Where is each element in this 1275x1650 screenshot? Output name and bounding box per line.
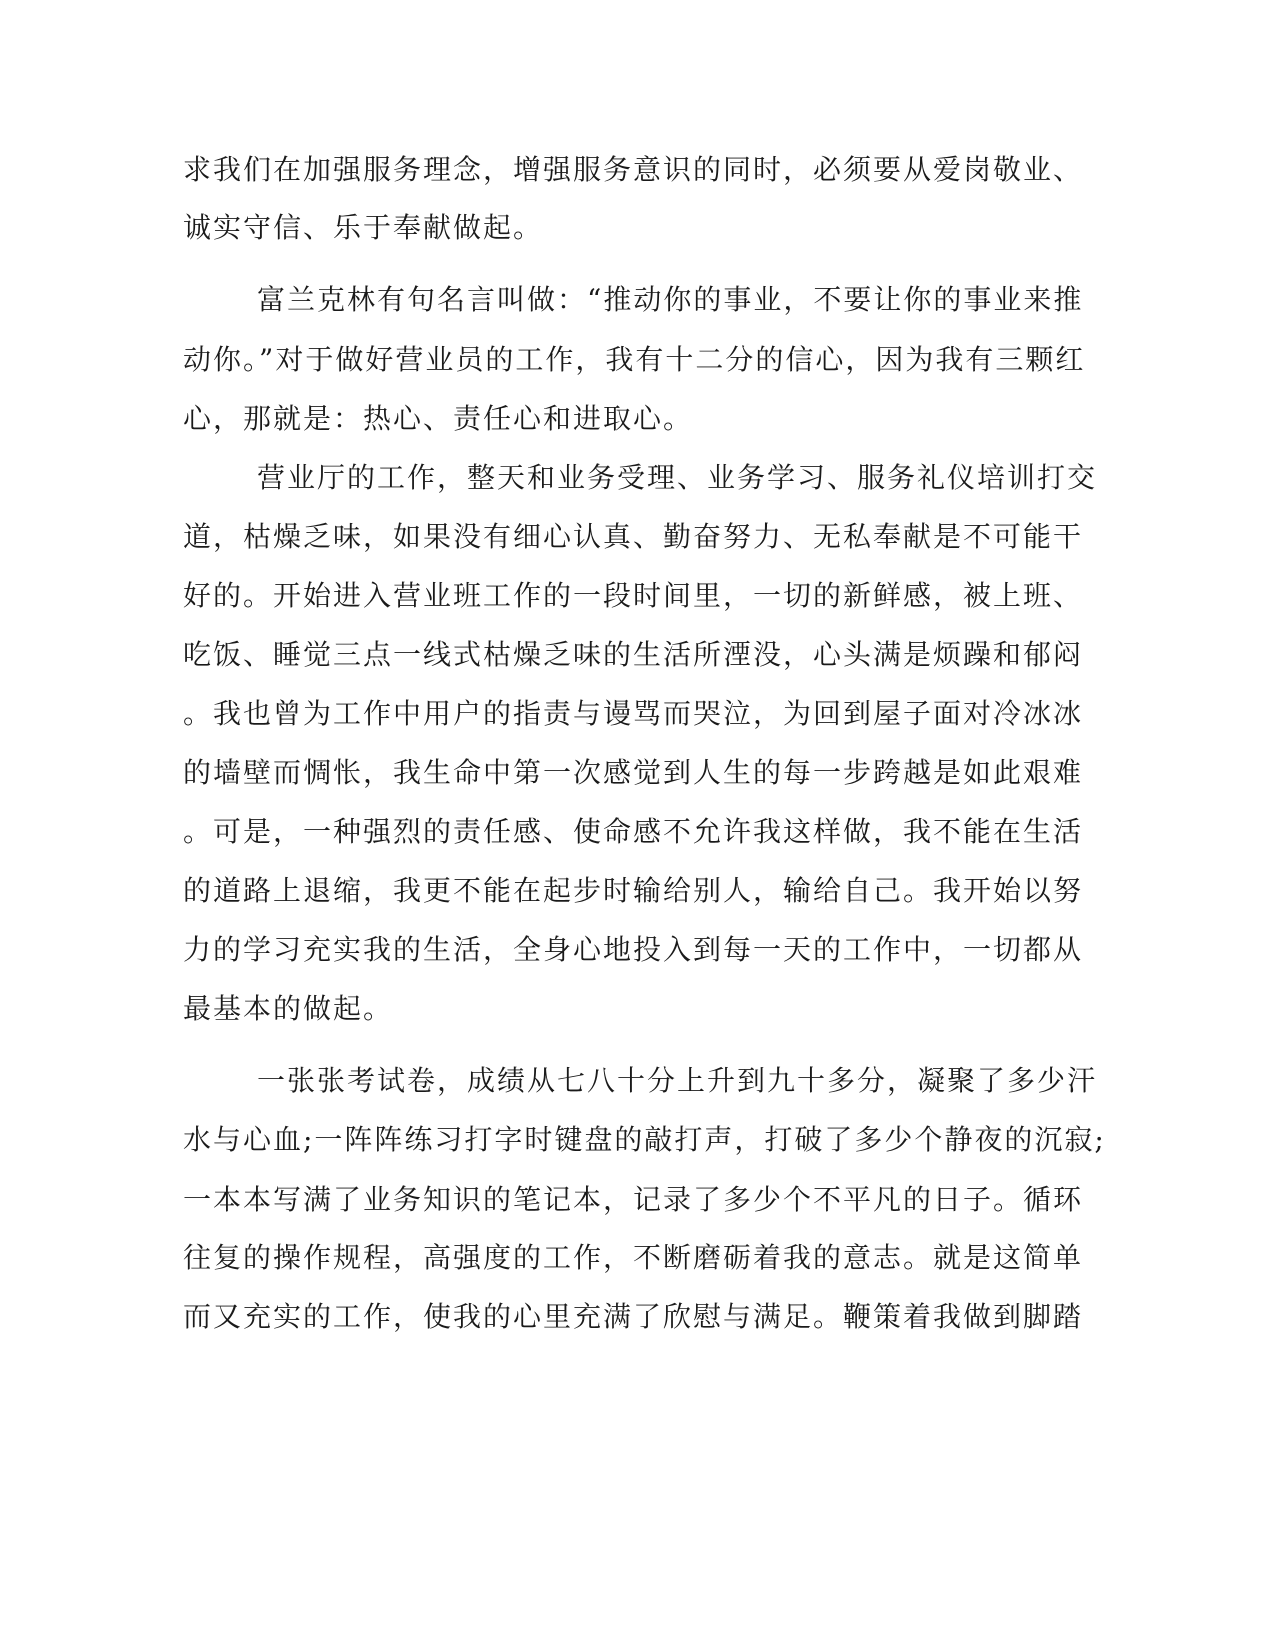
text-line: 道，枯燥乏味，如果没有细心认真、勤奋努力、无私奉献是不可能干 (183, 520, 1084, 553)
text-line: 动你。”对于做好营业员的工作，我有十二分的信心，因为我有三颗红 (183, 343, 1086, 376)
paragraph-first-line: 一张张考试卷，成绩从七八十分上升到九十多分，凝聚了多少汗 (257, 1064, 1098, 1097)
text-line: 。我也曾为工作中用户的指责与谩骂而哭泣，为回到屋子面对冷冰冰 (183, 697, 1084, 730)
text-line: 一本本写满了业务知识的笔记本，记录了多少个不平凡的日子。循环 (183, 1183, 1084, 1216)
text-line: 往复的操作规程，高强度的工作，不断磨砺着我的意志。就是这简单 (183, 1241, 1084, 1274)
text-line: 好的。开始进入营业班工作的一段时间里，一切的新鲜感，被上班、 (183, 579, 1084, 612)
text-line: 。可是，一种强烈的责任感、使命感不允许我这样做，我不能在生活 (183, 815, 1084, 848)
text-line: 求我们在加强服务理念，增强服务意识的同时，必须要从爱岗敬业、 (183, 153, 1084, 186)
paragraph-first-line: 营业厅的工作，整天和业务受理、业务学习、服务礼仪培训打交 (257, 461, 1098, 494)
text-line: 水与心血;一阵阵练习打字时键盘的敲打声，打破了多少个静夜的沉寂; (183, 1123, 1106, 1156)
text-line: 而又充实的工作，使我的心里充满了欣慰与满足。鞭策着我做到脚踏 (183, 1300, 1084, 1333)
text-line: 的道路上退缩，我更不能在起步时输给别人，输给自己。我开始以努 (183, 874, 1084, 907)
paragraph-first-line: 富兰克林有句名言叫做：“推动你的事业，不要让你的事业来推 (257, 283, 1084, 316)
text-line: 最基本的做起。 (183, 992, 394, 1025)
text-line: 力的学习充实我的生活，全身心地投入到每一天的工作中，一切都从 (183, 933, 1084, 966)
text-line: 吃饭、睡觉三点一线式枯燥乏味的生活所湮没，心头满是烦躁和郁闷 (183, 638, 1084, 671)
text-line: 的墙壁而惆怅，我生命中第一次感觉到人生的每一步跨越是如此艰难 (183, 756, 1084, 789)
text-line: 诚实守信、乐于奉献做起。 (183, 211, 544, 244)
text-line: 心，那就是：热心、责任心和进取心。 (183, 402, 694, 435)
